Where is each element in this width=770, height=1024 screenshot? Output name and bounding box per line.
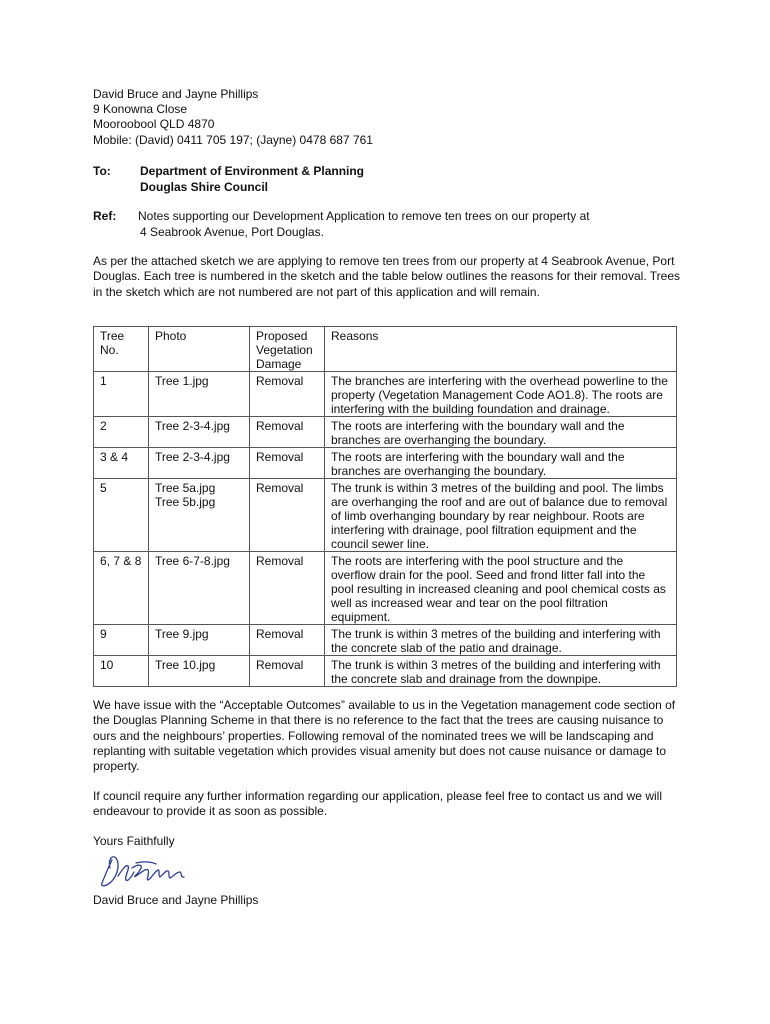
- table-row: [94, 417, 677, 448]
- recipient-department: Department of Environment & Planning: [140, 164, 365, 178]
- cell-tree-no: 2: [94, 417, 149, 448]
- cell-photo-b: Tree 5b.jpg: [155, 495, 216, 509]
- cell-damage: Removal: [250, 625, 325, 656]
- cell-reasons: The roots are interfering with the boundary wall and the branches are overhanging the boundary.: [325, 417, 677, 448]
- cell-reasons: The trunk is within 3 metres of the building and interfering with the concrete slab of the patio and drainage.: [325, 625, 677, 656]
- reference-line-2: 4 Seabrook Avenue, Port Douglas.: [140, 224, 324, 239]
- table-row: [94, 656, 677, 687]
- cell-tree-no: 10: [94, 656, 149, 687]
- cell-photo: Tree 2-3-4.jpg: [149, 448, 250, 479]
- sender-name: David Bruce and Jayne Phillips: [93, 87, 259, 101]
- cell-damage: Removal: [250, 372, 325, 417]
- cell-photo: Tree 9.jpg: [149, 625, 250, 656]
- cell-reasons: The roots are interfering with the boundary wall and the branches are overhanging the boundary.: [325, 448, 677, 479]
- cell-tree-no: 6, 7 & 8: [94, 552, 149, 625]
- cell-photo: Tree 6-7-8.jpg: [149, 552, 250, 625]
- sender-mobile: Mobile: (David) 0411 705 197; (Jayne) 0478 687 761: [93, 132, 373, 147]
- acceptable-outcomes-paragraph: We have issue with the “Acceptable Outcomes” available to us in the Vegetation management code section of the Douglas Planning Scheme in that there is no reference to the fact that the trees are causing nuisance to ours and the neighbours’ properties. Following removal of the nominated trees we will be landscaping and replanting with suitable vegetation which provides visual amenity but does not cause nuisance or damage to property.: [93, 698, 676, 774]
- table-header-row: [94, 327, 677, 372]
- cell-reasons: The branches are interfering with the overhead powerline to the property (Vegetation Management Code AO1.8). The roots are interfering with the building foundation and drainage.: [325, 372, 677, 417]
- reference-line-1: Notes supporting our Development Application to remove ten trees on our property at: [138, 209, 590, 223]
- signer-name: David Bruce and Jayne Phillips: [93, 893, 259, 907]
- sender-locality: Mooroobool QLD 4870: [93, 117, 215, 132]
- sender-address-block: [93, 87, 373, 148]
- cell-photo: [149, 479, 250, 552]
- ref-label: Ref:: [93, 209, 117, 223]
- recipient-council: Douglas Shire Council: [140, 179, 269, 194]
- cell-damage: Removal: [250, 552, 325, 625]
- to-label: To:: [93, 164, 111, 178]
- cell-tree-no: 9: [94, 625, 149, 656]
- cell-reasons: The trunk is within 3 metres of the building and interfering with the concrete slab and drainage from the downpipe.: [325, 656, 677, 687]
- cell-reasons: The trunk is within 3 metres of the building and pool. The limbs are overhanging the roof and are out of balance due to removal of limb overhanging boundary by rear neighbour. Roots are interfering with drainage, pool filtration equipment and the council sewer line.: [325, 479, 677, 552]
- cell-damage: Removal: [250, 656, 325, 687]
- cell-reasons: The roots are interfering with the pool structure and the overflow drain for the pool. Seed and frond litter fall into the pool resulting in increased cleaning and pool chemical costs as well as increased wear and tear on the pool filtration equipment.: [325, 552, 677, 625]
- tree-removal-table: [93, 326, 677, 687]
- cell-photo: Tree 2-3-4.jpg: [149, 417, 250, 448]
- table-row: [94, 479, 677, 552]
- sender-street: 9 Konowna Close: [93, 102, 188, 117]
- cell-damage: Removal: [250, 417, 325, 448]
- table-row: [94, 448, 677, 479]
- reference-lines: [138, 209, 590, 240]
- cell-photo: Tree 10.jpg: [149, 656, 250, 687]
- cell-photo-a: Tree 5a.jpg: [155, 481, 216, 495]
- cell-tree-no: 1: [94, 372, 149, 417]
- cell-damage: Removal: [250, 479, 325, 552]
- recipient-lines: [140, 164, 364, 195]
- contact-paragraph: If council require any further information regarding our application, please feel free to contact us and we will endeavour to provide it as soon as possible.: [93, 789, 662, 819]
- cell-tree-no: 5: [94, 479, 149, 552]
- header-proposed-damage: Proposed Vegetation Damage: [250, 327, 325, 372]
- closing-salutation: Yours Faithfully: [93, 834, 175, 848]
- table-row: [94, 552, 677, 625]
- table-row: [94, 625, 677, 656]
- table-row: [94, 372, 677, 417]
- cell-photo: Tree 1.jpg: [149, 372, 250, 417]
- header-tree-no: Tree No.: [94, 327, 149, 372]
- cell-damage: Removal: [250, 448, 325, 479]
- handwritten-signature: [98, 850, 194, 890]
- header-photo: Photo: [149, 327, 250, 372]
- header-reasons: Reasons: [325, 327, 677, 372]
- intro-paragraph: As per the attached sketch we are applying to remove ten trees from our property at 4 Seabrook Avenue, Port Douglas. Each tree is numbered in the sketch and the table below outlines the reasons for their removal. Trees in the sketch which are not numbered are not part of this application and will remain.: [93, 254, 680, 299]
- cell-tree-no: 3 & 4: [94, 448, 149, 479]
